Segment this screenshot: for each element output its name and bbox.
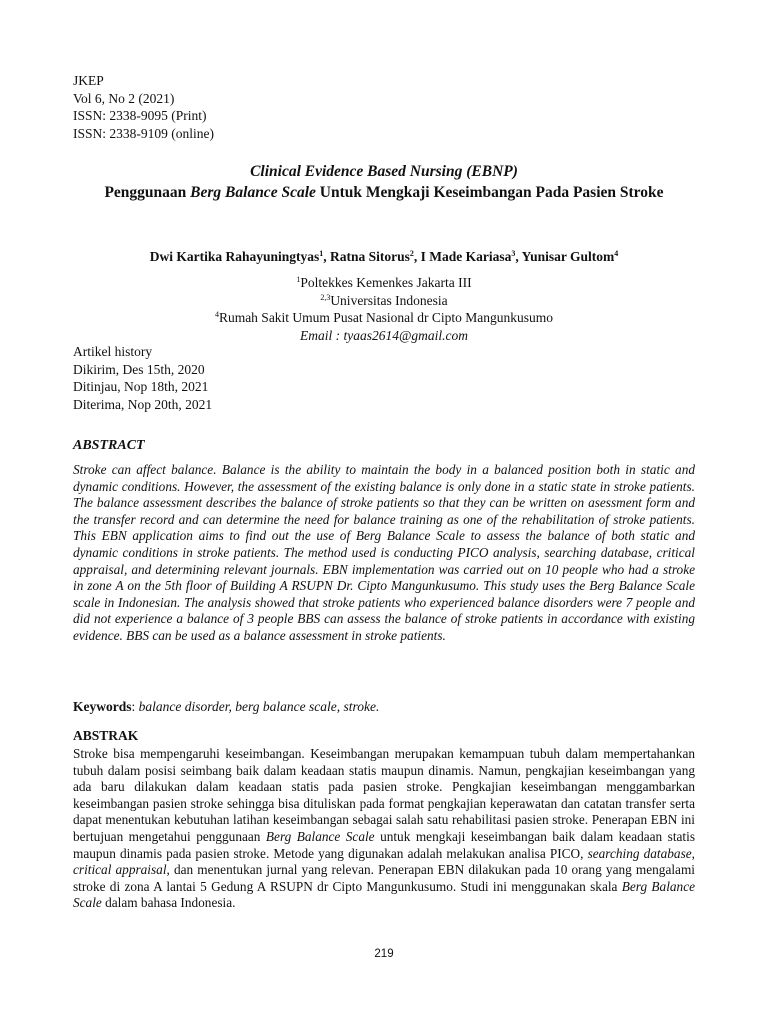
author-name: I Made Kariasa bbox=[420, 249, 512, 264]
history-reviewed: Ditinjau, Nop 18th, 2021 bbox=[73, 379, 209, 394]
issn-online: ISSN: 2338-9109 (online) bbox=[73, 125, 214, 141]
history-accepted: Diterima, Nop 20th, 2021 bbox=[73, 396, 213, 412]
affiliations bbox=[60, 274, 708, 344]
abstrak-segment: untuk mengkaji keseimbangan baik dalam keadaan statis maupun dinamis pada pasien stroke. Metode yang digunakan adalah melakukan analisa PICO, bbox=[73, 828, 696, 861]
affiliation-text: Universitas Indonesia bbox=[330, 292, 448, 308]
abstrak-segment: , dan menentukan jurnal yang relevan. Penerapan EBN dilakukan pada 10 orang yang mengalami stroke di zona A lantai 5 Gedung A RSUPN dr Cipto Mangunkusumo. Studi ini menggunakan skala bbox=[73, 862, 695, 894]
author-sup: 3 bbox=[511, 249, 516, 258]
abstrak-segment: Stroke bisa mempengaruhi keseimbangan. Keseimbangan merupakan kemampuan tubuh dalam mempertahankan tubuh dalam posisi seimbang baik dalam keadaan statis maupun dinamis. Namun, pengkajian keseimbangan yang ada baru dilakukan dalam keadaan statis pada pasien stroke. Pengkajian keseimbangan menggambarkan keseimbangan pasien stroke sehingga bisa dituliskan pada format pengkajian keperawatan dan catatan transfer serta dapat menentukan kebutuhan latihan keseimbangan sebagai salah satu rehabilitasi pasien stroke. Penerapan EBN ini bertujuan mengetahui penggunaan bbox=[73, 746, 695, 844]
keywords-label: Keywords bbox=[73, 699, 132, 714]
title-line-1: Clinical Evidence Based Nursing (EBNP) bbox=[250, 163, 518, 180]
keywords-values: balance disorder, berg balance scale, stroke. bbox=[138, 699, 380, 714]
affiliation-sup: 4 bbox=[214, 310, 219, 319]
article-history bbox=[73, 343, 212, 413]
page-number: 219 bbox=[374, 948, 394, 960]
abstract-english-text: Stroke can affect balance. Balance is the ability to maintain the body in a balanced position both in static and dynamic conditions. However, the assessment of the existing balance is only done in a static state in stroke patients. The balance assessment describes the balance of stroke patients so that they can be written on asessment form and the transfer record and can determine the need for balance training as one of the rehabilitation of stroke patients. This EBN application aims to find out the use of Berg Balance Scale to assess the balance of both static and dynamic conditions in stroke patients. The method used is conducting PICO analysis, searching database, critical appraisal, and determining relevant journals. EBN implementation was carried out on 10 people who had a stroke in zone A on the 5th floor of Building A RSUPN Dr. Cipto Mangunkusumo. This study uses the Berg Balance Scale scale in Indonesian. The analysis showed that stroke patients who experienced balance disorders were 7 people and did not experience a balance of 3 people BBS can assess the balance of stroke patients in accordance with existing evidence. BBS can be used as a balance assessment in stroke patients. bbox=[73, 462, 695, 643]
author-name: Ratna Sitorus bbox=[329, 249, 410, 264]
abstract-heading: ABSTRACT bbox=[73, 438, 145, 453]
history-submitted: Dikirim, Des 15th, 2020 bbox=[73, 361, 205, 377]
author-sep: , bbox=[323, 249, 330, 264]
journal-volume: Vol 6, No 2 (2021) bbox=[73, 90, 175, 106]
history-label: Artikel history bbox=[73, 344, 153, 359]
author-name: Dwi Kartika Rahayuningtyas bbox=[149, 249, 320, 264]
author-list bbox=[60, 248, 708, 266]
affiliation-sup: 1 bbox=[296, 275, 301, 284]
author-sep: , bbox=[413, 249, 421, 264]
affiliation-line bbox=[60, 274, 708, 292]
title-italic: Berg Balance Scale bbox=[190, 184, 316, 201]
abstrak-italic-term: Berg Balance Scale bbox=[73, 878, 695, 911]
journal-name: JKEP bbox=[73, 73, 104, 88]
author-sup: 1 bbox=[319, 249, 324, 258]
author-email: Email : tyaas2614@gmail.com bbox=[299, 327, 469, 343]
author-sep: , bbox=[515, 249, 522, 264]
abstrak-italic-term: critical appraisal bbox=[73, 862, 167, 878]
journal-info bbox=[73, 72, 214, 142]
abstrak-indonesian-text bbox=[73, 746, 695, 912]
issn-print: ISSN: 2338-9095 (Print) bbox=[73, 108, 207, 123]
affiliation-text: Rumah Sakit Umum Pusat Nasional dr Cipto Mangunkusumo bbox=[218, 310, 554, 325]
title-suffix: Untuk Mengkaji Keseimbangan Pada Pasien Stroke bbox=[315, 184, 664, 201]
abstrak-segment: , bbox=[691, 845, 695, 861]
title-line-2 bbox=[60, 182, 708, 203]
author-sup: 2 bbox=[409, 249, 414, 258]
keywords-line: Keywords: balance disorder, berg balance scale, stroke. bbox=[73, 699, 380, 714]
author-name: Yunisar Gultom bbox=[521, 249, 615, 264]
affiliation-text: Poltekkes Kemenkes Jakarta III bbox=[300, 275, 472, 290]
abstrak-segment: dalam bahasa Indonesia. bbox=[101, 895, 236, 911]
abstrak-italic-term: searching database bbox=[587, 845, 692, 861]
affiliation-line bbox=[60, 309, 708, 327]
title-prefix: Penggunaan bbox=[104, 184, 191, 201]
author-sup: 4 bbox=[614, 249, 619, 258]
affiliation-sup: 2,3 bbox=[320, 292, 331, 302]
paper-title bbox=[60, 161, 708, 203]
abstrak-italic-term: Berg Balance Scale bbox=[265, 828, 375, 844]
affiliation-line bbox=[60, 292, 708, 310]
abstrak-heading: ABSTRAK bbox=[73, 728, 139, 743]
